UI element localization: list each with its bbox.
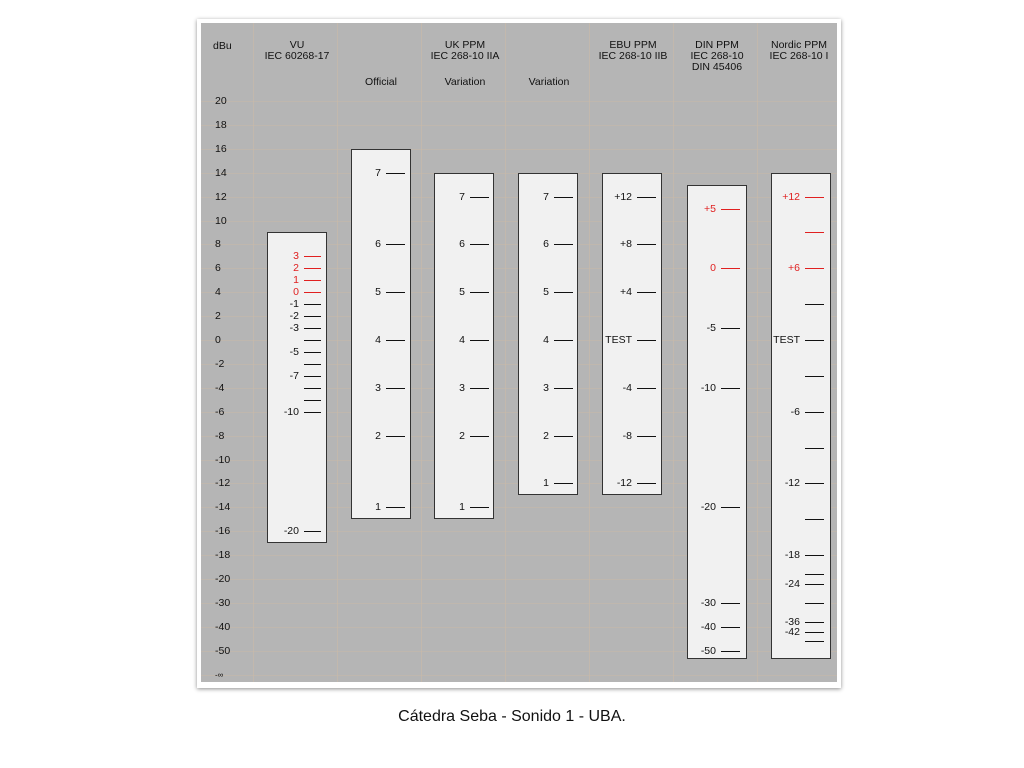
- ebu-ppm-standard: IEC 268-10 IIB: [598, 50, 668, 62]
- nordic-tick-label: +6: [788, 262, 800, 275]
- vu-tick-label: -10: [283, 405, 299, 418]
- uk-variation-2-tick-label: 1: [543, 477, 549, 490]
- vu-tick: [304, 376, 321, 377]
- vu-tick: [304, 280, 321, 281]
- vu-tick: [304, 412, 321, 413]
- ebu-tick-label: TEST: [605, 334, 632, 346]
- db-scale-label: -6: [215, 405, 225, 418]
- nordic-tick: [805, 197, 824, 198]
- vu-tick-label: 1: [293, 274, 299, 287]
- meter-panel: [201, 23, 837, 682]
- din-tick: [721, 603, 740, 604]
- uk-variation-2-tick-label: 4: [543, 334, 549, 346]
- nordic-tick: [805, 412, 824, 413]
- din-tick: [721, 268, 740, 269]
- uk-official-tick: [386, 244, 405, 245]
- uk-official-tick: [386, 173, 405, 174]
- ebu-tick-label: +8: [620, 238, 632, 251]
- nordic-tick-label: -24: [784, 577, 800, 590]
- uk-variation-1-tick: [470, 388, 489, 389]
- ebu-tick: [637, 197, 656, 198]
- nordic-tick: [805, 376, 824, 377]
- grid-column-line: [505, 23, 506, 682]
- nordic-tick-label: -18: [784, 549, 800, 562]
- ebu-tick-label: +4: [620, 286, 632, 299]
- din-tick: [721, 627, 740, 628]
- din-tick: [721, 651, 740, 652]
- db-scale-label: -4: [215, 381, 225, 394]
- vu-tick: [304, 256, 321, 257]
- uk-variation-2-tick-label: 5: [543, 286, 549, 299]
- ebu-tick: [637, 388, 656, 389]
- db-scale-label: 20: [215, 95, 227, 107]
- din-ppm-standard-2: DIN 45406: [691, 61, 743, 73]
- nordic-tick-label: TEST: [773, 334, 800, 346]
- uk-variation-1-tick-label: 7: [459, 190, 465, 203]
- uk-variation-2-tick: [554, 483, 573, 484]
- vu-tick: [304, 364, 321, 365]
- ebu-ppm-header: [599, 40, 668, 62]
- uk-variation-1-tick: [470, 292, 489, 293]
- uk-variation-2-tick: [554, 388, 573, 389]
- din-tick-label: -10: [700, 381, 716, 394]
- nordic-tick: [805, 483, 824, 484]
- nordic-ppm-title: Nordic PPM: [770, 39, 828, 51]
- meter-comparison-figure: [197, 19, 841, 688]
- uk-variation-2-tick-label: 7: [543, 190, 549, 203]
- nordic-tick-label: -36: [784, 616, 800, 629]
- db-scale-label: -20: [215, 573, 231, 585]
- uk-variation-1-label: Variation: [444, 76, 486, 88]
- din-ppm-standard: IEC 268-10: [690, 50, 744, 62]
- din-tick: [721, 388, 740, 389]
- uk-official-tick-label: 5: [375, 286, 381, 299]
- db-scale-label: -30: [215, 596, 231, 609]
- uk-variation-1-tick: [470, 244, 489, 245]
- din-tick-label: -5: [706, 322, 716, 335]
- din-tick-label: -40: [700, 620, 716, 633]
- db-scale-label: 6: [215, 262, 221, 275]
- nordic-meter-face: [771, 173, 831, 659]
- uk-variation-2-tick: [554, 340, 573, 341]
- vu-tick-label: -2: [289, 310, 299, 323]
- nordic-tick-label: -6: [790, 405, 800, 418]
- vu-tick: [304, 316, 321, 317]
- db-scale-label: 12: [215, 190, 227, 203]
- uk-variation-2-tick: [554, 244, 573, 245]
- grid-row-line: [201, 101, 837, 102]
- nordic-tick: [805, 448, 824, 449]
- din-tick-label: +5: [704, 202, 716, 215]
- db-scale-label: -50: [215, 644, 231, 657]
- ebu-tick: [637, 483, 656, 484]
- db-scale-label: 2: [215, 310, 221, 323]
- din-ppm-title: DIN PPM: [695, 39, 739, 51]
- db-scale-label: -14: [215, 501, 231, 514]
- nordic-tick: [805, 232, 824, 233]
- nordic-tick: [805, 603, 824, 604]
- uk-ppm-title: UK PPM: [444, 39, 486, 51]
- grid-row-line: [201, 149, 837, 150]
- uk-variation-2-tick: [554, 197, 573, 198]
- db-scale-label: -8: [215, 429, 225, 442]
- db-scale-label: -2: [215, 357, 225, 370]
- uk-variation-1-tick: [470, 436, 489, 437]
- uk-official-tick-label: 1: [375, 501, 381, 514]
- uk-ppm-header: [431, 40, 500, 62]
- din-tick: [721, 328, 740, 329]
- grid-column-line: [589, 23, 590, 682]
- nordic-tick: [805, 584, 824, 585]
- nordic-tick-label: -12: [784, 477, 800, 490]
- grid-column-line: [253, 23, 254, 682]
- uk-official-tick-label: 7: [375, 166, 381, 179]
- vu-tick: [304, 400, 321, 401]
- grid-column-line: [337, 23, 338, 682]
- db-scale-label: 16: [215, 142, 227, 155]
- nordic-tick: [805, 304, 824, 305]
- vu-tick: [304, 388, 321, 389]
- uk-variation-2-tick-label: 3: [543, 381, 549, 394]
- db-scale-label: 18: [215, 118, 227, 131]
- uk-official-tick-label: 2: [375, 429, 381, 442]
- db-scale-label: 10: [215, 214, 227, 227]
- uk-variation-2-tick: [554, 292, 573, 293]
- ebu-tick-label: +12: [614, 190, 632, 203]
- uk-variation-2-tick: [554, 436, 573, 437]
- ebu-tick: [637, 436, 656, 437]
- db-scale-label: 4: [215, 286, 221, 299]
- uk-variation-1-tick-label: 2: [459, 429, 465, 442]
- nordic-tick: [805, 622, 824, 623]
- vu-tick-label: -1: [289, 298, 299, 311]
- din-tick: [721, 209, 740, 210]
- uk-official-tick: [386, 388, 405, 389]
- din-tick-label: -30: [700, 596, 716, 609]
- db-scale-label: -18: [215, 549, 231, 562]
- vu-tick-label: -20: [283, 525, 299, 538]
- uk-variation-1-tick-label: 3: [459, 381, 465, 394]
- db-scale-label: -40: [215, 620, 231, 633]
- uk-official-tick: [386, 436, 405, 437]
- nordic-tick: [805, 641, 824, 642]
- grid-column-line: [673, 23, 674, 682]
- uk-variation-1-tick-label: 5: [459, 286, 465, 299]
- uk-variation-1-tick: [470, 340, 489, 341]
- din-tick-label: -50: [700, 644, 716, 657]
- uk-variation-2-label: Variation: [528, 76, 570, 88]
- grid-column-line: [757, 23, 758, 682]
- dbu-header: dBu: [213, 40, 232, 52]
- vu-standard: IEC 60268-17: [264, 50, 330, 62]
- uk-variation-1-tick: [470, 507, 489, 508]
- din-tick-label: 0: [710, 262, 716, 275]
- uk-ppm-standard: IEC 268-10 IIA: [430, 50, 500, 62]
- db-scale-label: -16: [215, 525, 231, 538]
- vu-tick-label: 0: [293, 286, 299, 299]
- din-tick-label: -20: [700, 501, 716, 514]
- nordic-tick: [805, 340, 824, 341]
- uk-variation-2-tick-label: 6: [543, 238, 549, 251]
- vu-tick: [304, 268, 321, 269]
- vu-title: VU: [289, 39, 305, 51]
- uk-official-tick-label: 6: [375, 238, 381, 251]
- db-scale-label: -12: [215, 477, 231, 490]
- nordic-tick: [805, 574, 824, 575]
- din-ppm-header: [690, 40, 743, 73]
- vu-header: [265, 40, 330, 62]
- nordic-tick-label: -42: [784, 625, 800, 638]
- nordic-tick-label: +12: [782, 190, 800, 203]
- ebu-ppm-title: EBU PPM: [609, 39, 657, 51]
- vu-tick: [304, 352, 321, 353]
- vu-tick: [304, 292, 321, 293]
- db-scale-label: -10: [215, 453, 231, 466]
- vu-tick-label: 3: [293, 250, 299, 263]
- vu-tick-label: 2: [293, 262, 299, 275]
- uk-official-tick: [386, 340, 405, 341]
- grid-row-line: [201, 675, 837, 676]
- db-scale-label: 14: [215, 166, 227, 179]
- vu-tick-label: -3: [289, 322, 299, 335]
- uk-official-tick: [386, 507, 405, 508]
- ebu-tick: [637, 244, 656, 245]
- vu-tick: [304, 340, 321, 341]
- uk-official-tick-label: 3: [375, 381, 381, 394]
- nordic-ppm-standard: IEC 268-10 I: [769, 50, 829, 62]
- vu-tick-label: -5: [289, 345, 299, 358]
- ebu-tick-label: -8: [622, 429, 632, 442]
- grid-column-line: [421, 23, 422, 682]
- vu-tick: [304, 304, 321, 305]
- vu-tick: [304, 328, 321, 329]
- uk-variation-2-tick-label: 2: [543, 429, 549, 442]
- ebu-tick-label: -12: [616, 477, 632, 490]
- vu-tick: [304, 531, 321, 532]
- db-scale-label: -∞: [215, 670, 224, 680]
- ebu-tick: [637, 292, 656, 293]
- uk-variation-1-tick: [470, 197, 489, 198]
- uk-official-label: Official: [365, 76, 397, 88]
- din-meter-face: [687, 185, 747, 659]
- grid-row-line: [201, 125, 837, 126]
- uk-official-tick: [386, 292, 405, 293]
- ebu-tick-label: -4: [622, 381, 632, 394]
- db-scale-label: 8: [215, 238, 221, 251]
- din-tick: [721, 507, 740, 508]
- nordic-ppm-header: [770, 40, 829, 62]
- uk-variation-1-tick-label: 4: [459, 334, 465, 346]
- caption: Cátedra Seba - Sonido 1 - UBA.: [398, 708, 626, 725]
- uk-variation-1-tick-label: 6: [459, 238, 465, 251]
- db-scale-label: 0: [215, 334, 221, 346]
- ebu-tick: [637, 340, 656, 341]
- uk-official-tick-label: 4: [375, 334, 381, 346]
- nordic-tick: [805, 555, 824, 556]
- vu-tick-label: -7: [289, 369, 299, 382]
- uk-variation-1-tick-label: 1: [459, 501, 465, 514]
- nordic-tick: [805, 632, 824, 633]
- nordic-tick: [805, 268, 824, 269]
- nordic-tick: [805, 519, 824, 520]
